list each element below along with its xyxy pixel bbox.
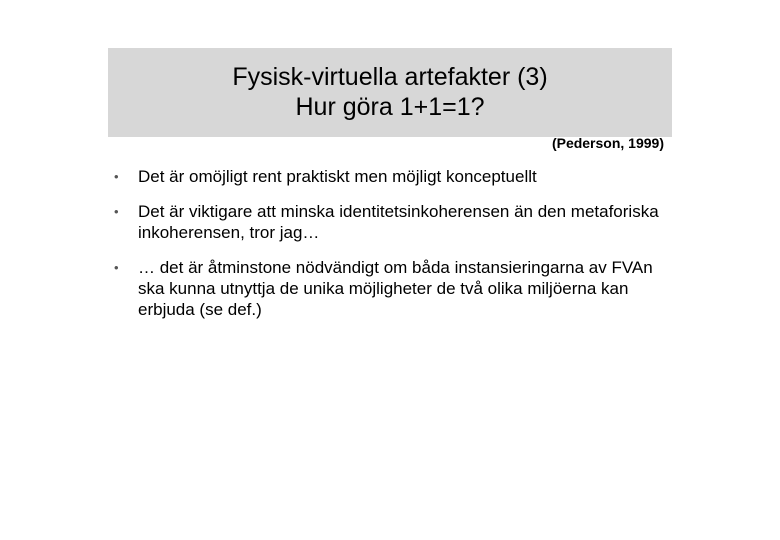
bullet-item (112, 166, 672, 187)
bullet-text: Det är viktigare att minska identitetsinkoherensen än den metaforiska inkoherensen, tror jag… (138, 202, 659, 242)
bullet-list (112, 166, 672, 334)
title-line-2: Hur göra 1+1=1? (295, 93, 485, 121)
title-line-1: Fysisk-virtuella artefakter (3) (232, 63, 548, 91)
bullet-icon: • (114, 169, 119, 184)
title-box (108, 48, 672, 137)
bullet-item (112, 257, 672, 320)
bullet-text: Det är omöjligt rent praktiskt men möjligt konceptuellt (138, 167, 537, 186)
slide-title (108, 62, 672, 122)
bullet-item (112, 201, 672, 243)
bullet-text: … det är åtminstone nödvändigt om båda instansieringarna av FVAn ska kunna utnyttja de unika möjligheter de två olika miljöerna kan erbjuda (se def.) (138, 258, 653, 319)
bullet-icon: • (114, 204, 119, 219)
citation: (Pederson, 1999) (551, 135, 664, 151)
bullet-icon: • (114, 260, 119, 275)
